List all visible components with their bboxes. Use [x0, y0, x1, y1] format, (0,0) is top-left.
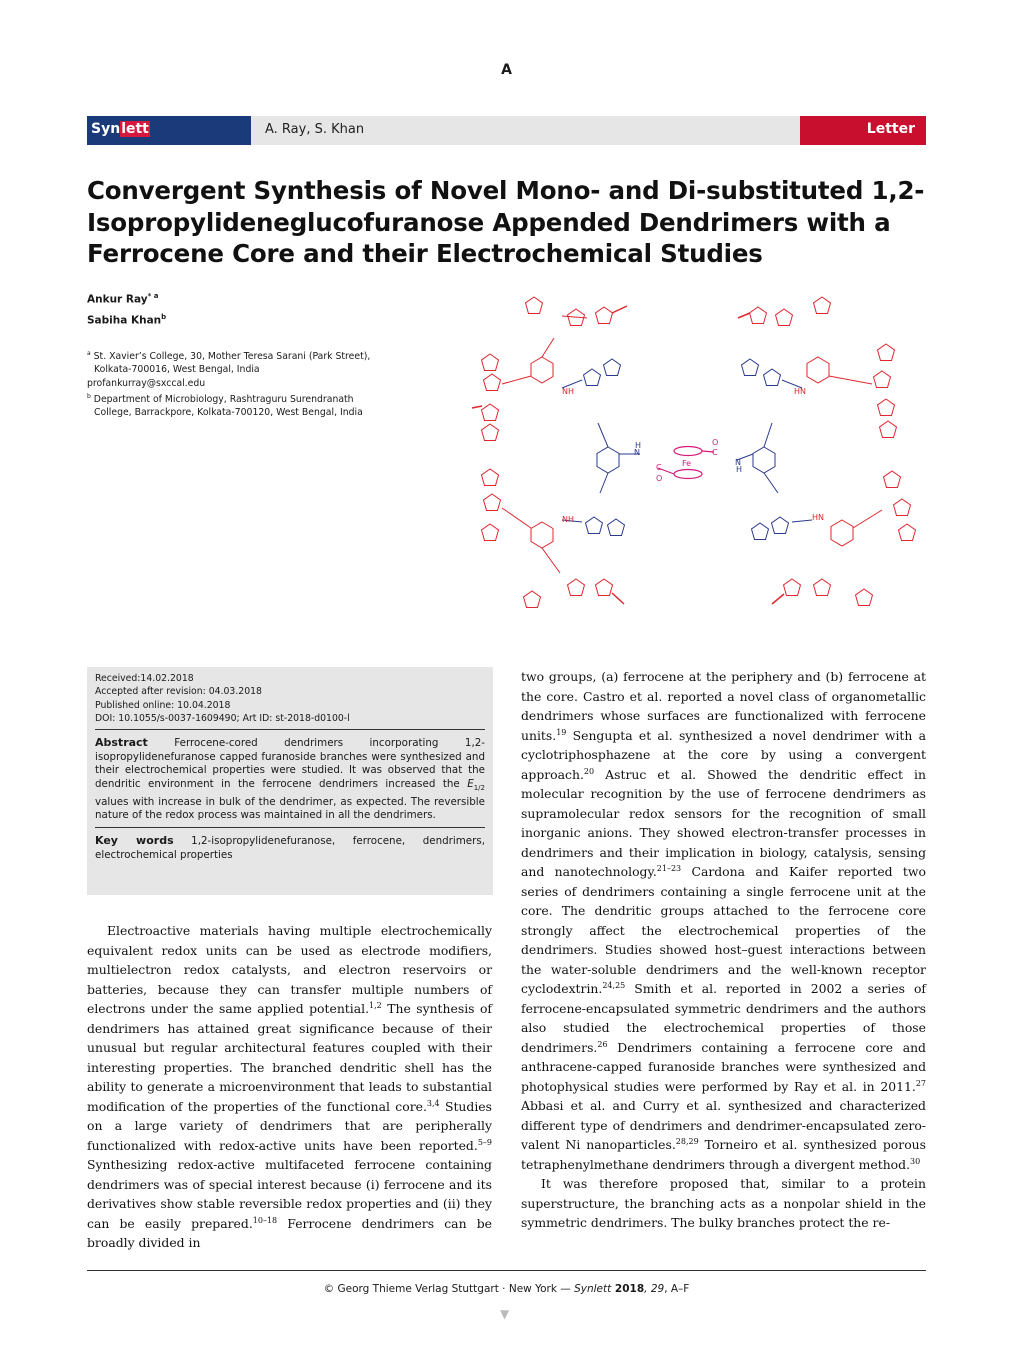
accepted-date: Accepted after revision: 04.03.2018	[95, 686, 262, 698]
hn-label-upper-right: HN	[794, 387, 806, 396]
affiliation-email: profankurray@sxccal.edu	[87, 377, 206, 389]
o-label-right: O	[712, 438, 719, 447]
journal-suffix: lett	[121, 121, 149, 137]
nh-label-upper-left: NH	[562, 387, 574, 396]
page-letter: A	[501, 62, 512, 78]
continued-paragraph: two groups, (a) ferrocene at the periphery and (b) ferrocene at the core. Castro et al. reported a novel class of organometallic dendrimers whose surfaces are functionalized with ferrocene units.$^{19}$ Sengupta et al. synthesized a novel dendrimer with a cyclotriphosphazene at the core by using a convergent approach.$^{20}$ Astruc et al. Showed the dendritic effect in molecular recognition by the use of ferrocene dendrimers as supramolecular redox sensors for the recognition of small inorganic anions. They showed electron-transfer processes in dendrimers and their implication in biology, catalysis, sensing and nanotechnology.$^{21-23}$ Cardona and Kaifer reported two series of dendrimers containing a single ferrocene unit at the core. The dendritic groups attached to the ferrocene core strongly affect the electrochemical properties of the dendrimers. Studies showed host–guest interactions between the water-soluble dendrimers and the well-known receptor cyclodextrin.$^{24,25}$ Smith et al. reported in 2002 a series of ferrocene-encapsulated symmetric dendrimers and the authors also studied the electrochemical properties of those dendrimers.$^{26}$ Dendrimers containing a ferrocene core and anthracene-capped furanoside branches were synthesized and photophysical studies were performed by Ray et al. in 2011.27 Abbasi et al. and Curry et al. synthesized and characterized different type of dendrimers and dendrimer-encapsulated zero-valent Ni nanoparticles.$^{28,29}$ Torneiro et al. synthesized porous tetraphenylmethane dendrimers through a divergent method.$^{30}$	[521, 669, 926, 1172]
h-label-left: H	[635, 441, 642, 450]
running-authors: A. Ray, S. Khan	[265, 122, 365, 137]
article-title: Convergent Synthesis of Novel Mono- and Di-substituted 1,2-Isopropylideneglucofuranose Appended Dendrimers with a Ferrocene Core and their Electrochemical Studies	[87, 176, 925, 268]
journal-prefix: Syn	[91, 121, 121, 137]
lower-right-branch	[772, 471, 916, 606]
nh-label-lower-left: NH	[562, 515, 574, 524]
footer-citation: © Georg Thieme Verlag Stuttgart · New York — Synlett 2018, 29, A–F	[323, 1283, 690, 1295]
journal-logo	[87, 116, 251, 145]
affiliation-a: $^a$ St. Xavier’s College, 30, Mother Teresa Sarani (Park Street), Kolkata-700016, West Bengal, India	[87, 350, 371, 376]
page-down-arrow-icon: ▼	[500, 1307, 510, 1321]
published-date: Published online: 10.04.2018	[95, 699, 231, 711]
inner-core-branches	[562, 359, 812, 540]
divider	[95, 827, 485, 828]
affiliations	[87, 347, 377, 419]
n-label-right: N	[735, 458, 741, 467]
received-date: Received:14.02.2018	[95, 673, 194, 684]
o-label-left: O	[656, 474, 663, 483]
affiliation-b: $^b$ Department of Microbiology, Rashtraguru Surendranath College, Barrackpore, Kolkata-700120, West Bengal, India	[87, 392, 363, 418]
author-2: Sabiha Khan$^b$	[87, 313, 167, 327]
c-label-left: C	[656, 463, 662, 472]
upper-left-branch	[472, 297, 627, 441]
abstract: Abstract Ferrocene-cored dendrimers incorporating 1,2-isopropylidenefuranose capped furanoside branches were synthesized and their electrochemical properties were studied. It was observed that the dendritic environment in the ferrocene dendrimers increased the $E_{1/2}$ values with increase in bulk of the dendrimer, as expected. The reversible nature of the redox process was maintained in all the dendrimers.	[95, 736, 485, 822]
lower-left-branch	[482, 469, 625, 608]
journal-header-bar	[87, 116, 926, 145]
hn-label-lower-right: HN	[812, 513, 824, 522]
n-label-left: N	[634, 448, 640, 457]
h-label-right: H	[736, 465, 743, 474]
article-info-box	[87, 667, 493, 895]
keywords: Key words 1,2-isopropylidenefuranose, ferrocene, dendrimers, electrochemical properties	[95, 833, 485, 861]
upper-right-branch	[738, 297, 897, 438]
body-column-left	[87, 921, 492, 1253]
doi: DOI: 10.1055/s-0037-1609490; Art ID: st-2018-d0100-l	[95, 712, 350, 724]
author-1: Ankur Ray$^{* a}$	[87, 292, 159, 306]
footer-rule	[87, 1270, 926, 1271]
article-type-badge: Letter	[800, 116, 926, 145]
intro-paragraph: Electroactive materials having multiple electrochemically equivalent redox units can be used as electrode modifiers, multielectron redox catalysts, and electron reservoirs or batteries, because they can transfer multiple numbers of electrons under the same applied potential.$^{1,2}$ The synthesis of dendrimers has attained great significance because of their unusual but regular architectural features coupled with their interesting properties. The branched dendritic shell has the ability to generate a microenvironment that leads to substantial modification of the properties of the functional core.$^{3,4}$ Studies on a large variety of dendrimers that are peripherally functionalized with redox-active units have been reported.$^{5-9}$ Synthesizing redox-active multifaceted ferrocene containing dendrimers was of special interest because (i) ferrocene and its derivatives show stable reversible redox properties and (ii) they can be easily prepared.$^{10-18}$ Ferrocene dendrimers can be broadly divided in	[87, 923, 493, 1250]
c-label-right: C	[712, 448, 718, 457]
divider	[95, 729, 485, 730]
dendrimer-structure-graphic	[462, 288, 926, 618]
fe-label: Fe	[682, 459, 692, 468]
body-column-right	[521, 667, 926, 1233]
article-dates	[95, 672, 485, 725]
second-paragraph: It was therefore proposed that, similar to a protein superstructure, the branching acts as a nonpolar shield in the symmetric dendrimers. The bulky branches protect the re-	[521, 1176, 926, 1230]
